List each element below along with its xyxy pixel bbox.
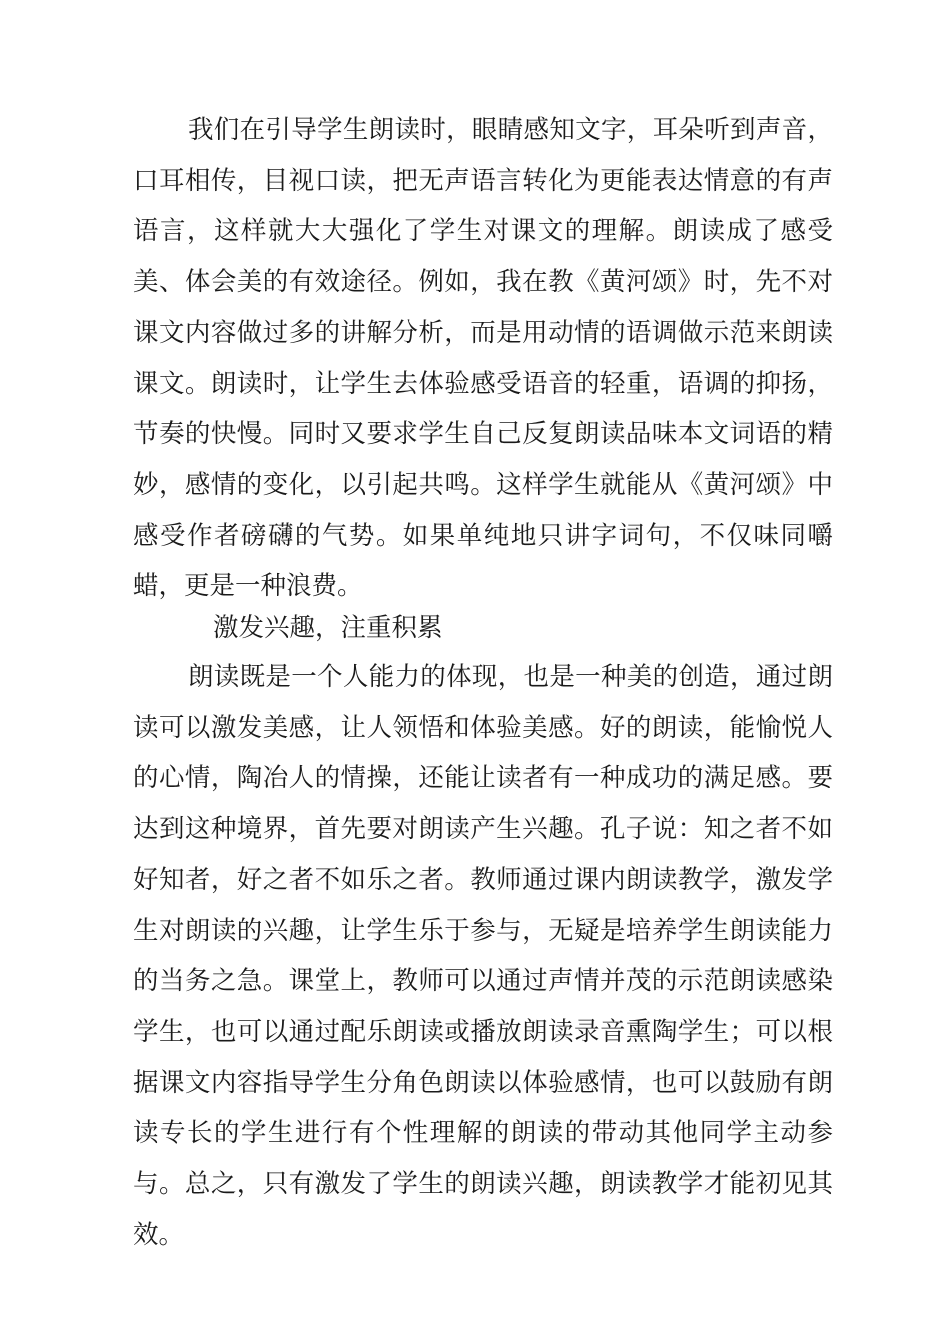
paragraph-stimulate-interest: 朗读既是一个人能力的体现，也是一种美的创造，通过朗读可以激发美感，让人领悟和体验美感。好的朗读，能愉悦人的心情，陶冶人的情操，还能让读者有一种成功的满足感。要达到这种境界，首先要对朗读产生兴趣。孔子说：知之者不如好知者，好之者不如乐之者。教师通过课内朗读教学，激发学生对朗读的兴趣，让学生乐于参与，无疑是培养学生朗读能力的当务之急。课堂上，教师可以通过声情并茂的示范朗读感染学生，也可以通过配乐朗读或播放朗读录音熏陶学生；可以根据课文内容指导学生分角色朗读以体验感情，也可以鼓励有朗读专长的学生进行有个性理解的朗读的带动其他同学主动参与。总之，只有激发了学生的朗读兴趣，朗读教学才能初见其效。 [133,662,833,1250]
paragraph-reading-guidance: 我们在引导学生朗读时，眼睛感知文字，耳朵听到声音，口耳相传，目视口读，把无声语言转化为更能表达情意的有声语言，这样就大大强化了学生对课文的理解。朗读成了感受美、体会美的有效途径。例如，我在教《黄河颂》时，先不对课文内容做过多的讲解分析，而是用动情的语调做示范来朗读课文。朗读时，让学生去体验感受语音的轻重，语调的抑扬，节奏的快慢。同时又要求学生自己反复朗读品味本文词语的精妙，感情的变化，以引起共鸣。这样学生就能从《黄河颂》中感受作者磅礴的气势。如果单纯地只讲字词句，不仅味同嚼蜡，更是一种浪费。 [133,115,833,602]
section-heading: 激发兴趣，注重积累 [213,613,443,643]
